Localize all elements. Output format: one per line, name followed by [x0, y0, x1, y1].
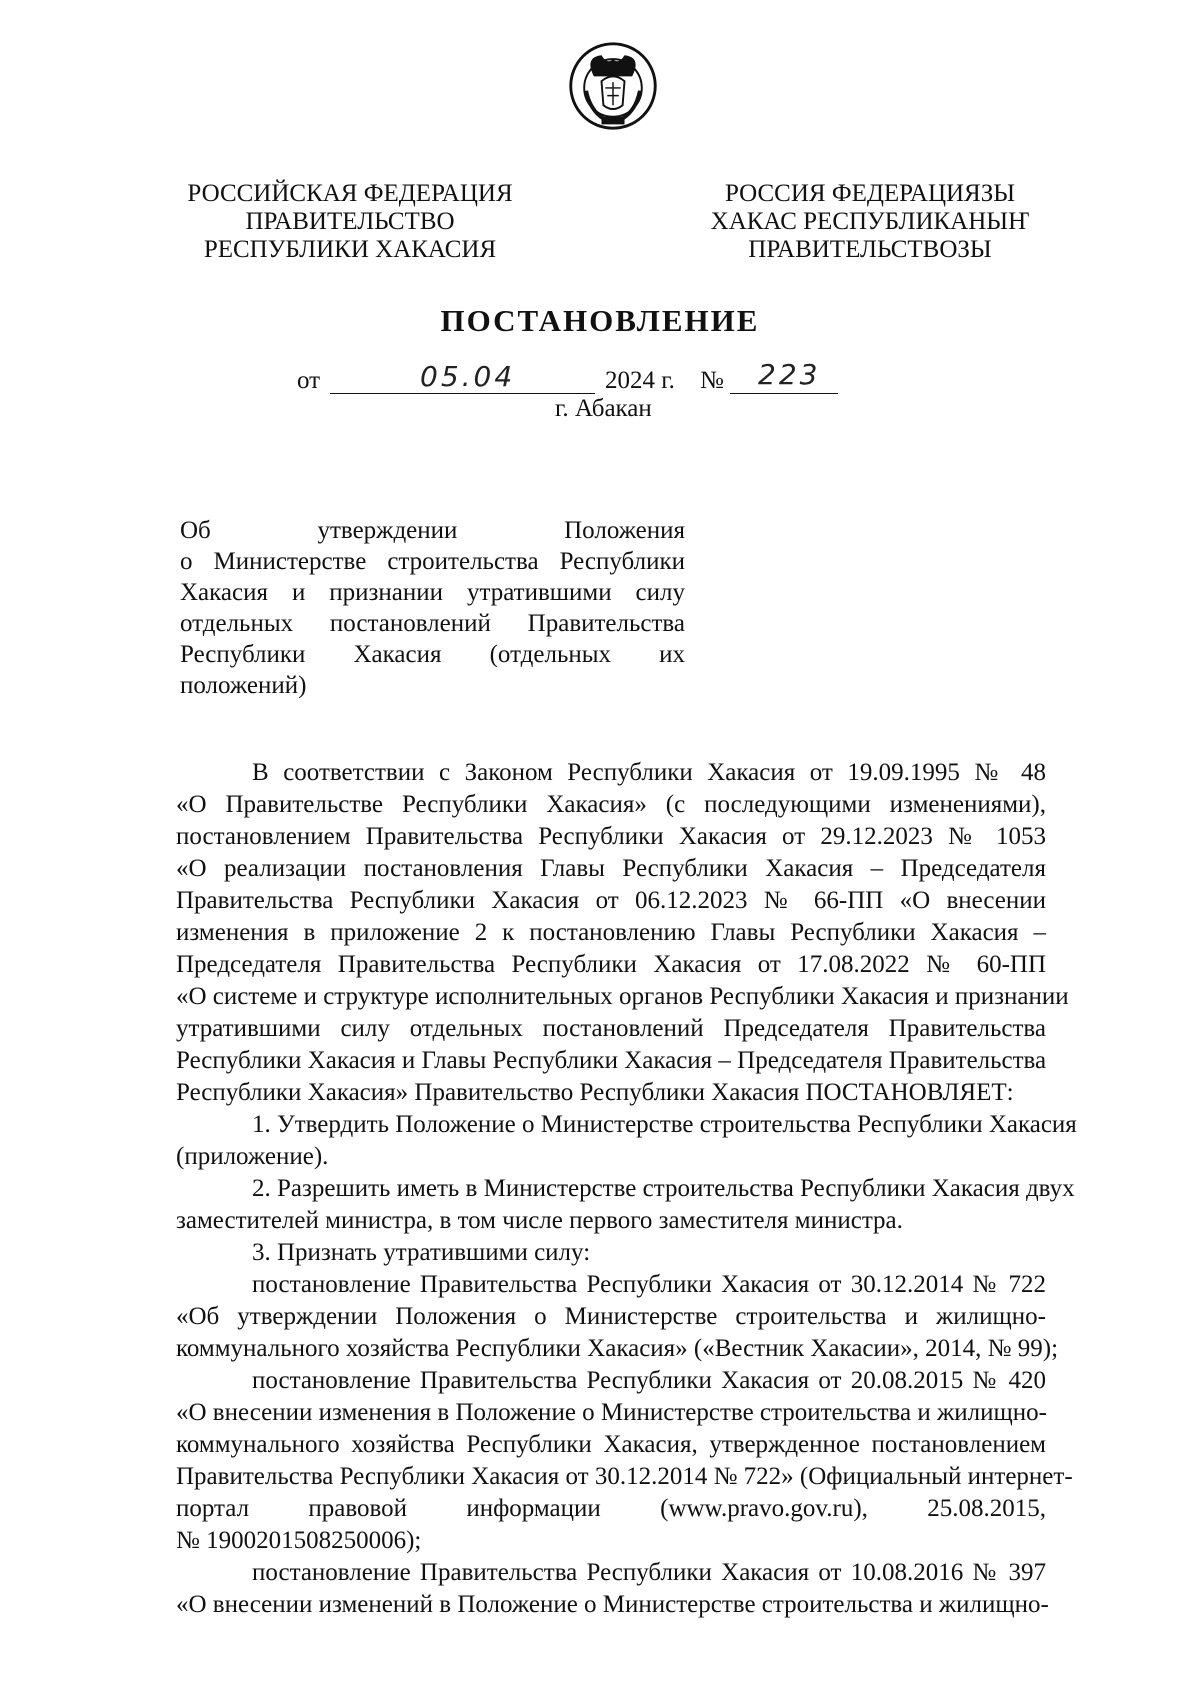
header-left-line: ПРАВИТЕЛЬСТВО [245, 208, 455, 235]
body-line: постановление Правительства Республики Хакасия от 20.08.2015 № 420 [252, 1367, 1046, 1394]
header-right-block [700, 180, 1040, 264]
handwritten-number: 223 [758, 358, 821, 391]
body-line: постановлением Правительства Республики Хакасия от 29.12.2023 № 1053 [176, 823, 1046, 850]
body-line: «О внесении изменений в Положение о Министерстве строительства и жилищно- [176, 1591, 1049, 1618]
body-line: Республики Хакасия и Главы Республики Хакасия – Председателя Правительства [176, 1047, 1047, 1074]
body-line: «О внесении изменения в Положение о Министерстве строительства и жилищно- [176, 1399, 1047, 1426]
subject-line: Об утверждении Положения [180, 517, 685, 544]
dateline-prefix: от [297, 367, 321, 394]
body-line: изменения в приложение 2 к постановлению Главы Республики Хакасия – [176, 919, 1046, 946]
body-line: 1. Утвердить Положение о Министерстве строительства Республики Хакасия [252, 1111, 1077, 1138]
subject-line: Хакасия и признании утратившими силу [180, 579, 685, 606]
header-left-line: РЕСПУБЛИКИ ХАКАСИЯ [203, 236, 497, 263]
body-line: «Об утверждении Положения о Министерстве строительства и жилищно- [176, 1303, 1046, 1330]
body-line: 3. Признать утратившими силу: [252, 1239, 591, 1266]
number-underline [730, 393, 838, 394]
body-line: утратившими силу отдельных постановлений Председателя Правительства [176, 1015, 1046, 1042]
header-right-line: РОССИЯ ФЕДЕРАЦИЯЗЫ [724, 180, 1016, 207]
body-line: № 1900201508250006); [176, 1527, 422, 1554]
body-line: (приложение). [176, 1143, 329, 1170]
coat-of-arms-emblem [565, 38, 661, 134]
body-line: Правительства Республики Хакасия от 06.12.2023 № 66-ПП «О внесении [176, 887, 1046, 914]
header-right-line: ХАКАС РЕСПУБЛИКАНЫҤ [710, 208, 1030, 235]
document-body [176, 757, 1077, 1621]
body-line: «О системе и структуре исполнительных органов Республики Хакасия и признании [176, 983, 1069, 1010]
body-line: портал правовой информации (www.pravo.gov.ru), 25.08.2015, [176, 1495, 1046, 1522]
body-line: Правительства Республики Хакасия от 30.12.2014 № 722» (Официальный интернет- [176, 1463, 1073, 1490]
handwritten-date: 05.04 [420, 360, 516, 393]
document-subject [180, 515, 685, 701]
body-line: «О реализации постановления Главы Республики Хакасия – Председателя [176, 855, 1046, 882]
header-left-block [170, 180, 530, 264]
subject-line: Республики Хакасия (отдельных их [180, 641, 685, 668]
document-title: ПОСТАНОВЛЕНИЕ [440, 303, 760, 338]
body-line: коммунального хозяйства Республики Хакасия» («Вестник Хакасии», 2014, № 99); [176, 1335, 1059, 1362]
body-line: коммунального хозяйства Республики Хакасия, утвержденное постановлением [176, 1431, 1046, 1458]
body-line: постановление Правительства Республики Хакасия от 30.12.2014 № 722 [252, 1271, 1046, 1298]
body-line: «О Правительстве Республики Хакасия» (с последующими изменениями), [176, 791, 1046, 818]
header-left-line: РОССИЙСКАЯ ФЕДЕРАЦИЯ [187, 180, 513, 207]
body-line: постановление Правительства Республики Хакасия от 10.08.2016 № 397 [252, 1559, 1046, 1586]
dateline-year: 2024 г. [605, 367, 675, 394]
body-line: Республики Хакасия» Правительство Республики Хакасия ПОСТАНОВЛЯЕТ: [176, 1079, 1014, 1106]
city-name: г. Абакан [555, 395, 652, 422]
header-right-line: ПРАВИТЕЛЬСТВОЗЫ [748, 236, 992, 263]
number-label: № [700, 367, 724, 394]
subject-line: положений) [180, 672, 307, 699]
body-line: В соответствии с Законом Республики Хакасия от 19.09.1995 № 48 [252, 759, 1046, 786]
body-line: Председателя Правительства Республики Хакасия от 17.08.2022 № 60-ПП [176, 951, 1046, 978]
subject-line: о Министерстве строительства Республики [180, 548, 685, 575]
body-line: заместителей министра, в том числе первого заместителя министра. [176, 1207, 903, 1234]
body-line: 2. Разрешить иметь в Министерстве строительства Республики Хакасия двух [252, 1175, 1075, 1202]
date-underline [330, 393, 595, 394]
subject-line: отдельных постановлений Правительства [180, 610, 685, 637]
